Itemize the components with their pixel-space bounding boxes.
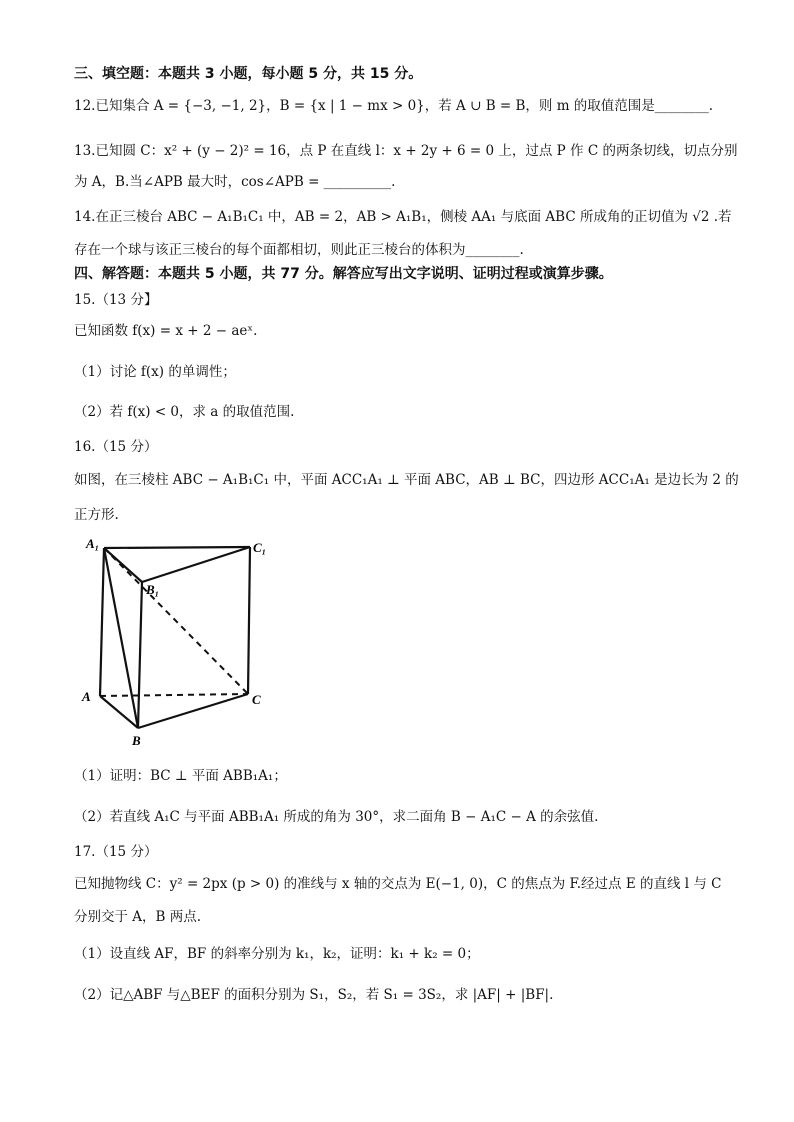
question-17-label: 17.（15 分） — [74, 844, 158, 860]
question-16-stem-line1: 如图，在三棱柱 ABC − A₁B₁C₁ 中，平面 ACC₁A₁ ⊥ 平面 ABC，AB ⊥ BC，四边形 ACC₁A₁ 是边长为 2 的 — [74, 472, 739, 488]
triangular-prism-figure — [72, 534, 272, 749]
label-c: C — [252, 692, 261, 707]
dashed-edge-a-c — [100, 694, 248, 696]
edge-b1-c1 — [142, 547, 250, 582]
edge-a1-c1 — [104, 547, 250, 548]
label-a1: A₁ — [86, 536, 100, 551]
question-14-line1: 14.在正三棱台 ABC − A₁B₁C₁ 中，AB = 2，AB > A₁B₁，侧棱 AA₁ 与底面 ABC 所成角的正切值为 √2 .若 — [74, 209, 732, 225]
edge-a1-a — [100, 548, 104, 696]
edge-c1-c — [248, 547, 250, 694]
question-15-label: 15.（13 分】 — [74, 292, 158, 308]
question-14-line2: 存在一个球与该正三棱台的每个面都相切，则此正三棱台的体积为________. — [74, 242, 524, 258]
edge-b-c — [138, 694, 248, 728]
question-16-part1: （1）证明：BC ⊥ 平面 ABB₁A₁； — [74, 768, 287, 784]
question-15-stem: 已知函数 f(x) = x + 2 − aeˣ. — [74, 323, 258, 339]
question-15-part2: （2）若 f(x) < 0，求 a 的取值范围. — [74, 404, 295, 420]
question-17-stem-line2: 分别交于 A，B 两点. — [74, 909, 202, 925]
edge-b1-b — [138, 582, 142, 728]
question-16-part2: （2）若直线 A₁C 与平面 ABB₁A₁ 所成的角为 30°，求二面角 B − A₁C − A 的余弦值. — [74, 809, 599, 825]
question-17-stem-line1: 已知抛物线 C：y² = 2px (p > 0) 的准线与 x 轴的交点为 E(−1, 0)，C 的焦点为 F.经过点 E 的直线 l 与 C — [74, 876, 722, 892]
question-17-part2: （2）记△ABF 与△BEF 的面积分别为 S₁，S₂，若 S₁ = 3S₂，求 |AF| + |BF|. — [74, 987, 554, 1003]
label-b1: B₁ — [146, 582, 160, 597]
section3-heading: 三、填空题：本题共 3 小题，每小题 5 分，共 15 分。 — [74, 66, 423, 82]
question-13-line2: 为 A，B.当∠APB 最大时，cos∠APB = __________. — [74, 174, 396, 190]
question-15-part1: （1）讨论 f(x) 的单调性； — [74, 364, 236, 380]
section4-heading: 四、解答题：本题共 5 小题，共 77 分。解答应写出文字说明、证明过程或演算步骤。 — [74, 266, 613, 282]
question-16-stem-line2: 正方形. — [74, 507, 119, 523]
question-16-label: 16.（15 分） — [74, 439, 158, 455]
label-c1: C₁ — [253, 540, 267, 555]
label-b: B — [132, 733, 141, 748]
question-13-line1: 13.已知圆 C：x² + (y − 2)² = 16，点 P 在直线 l：x + 2y + 6 = 0 上，过点 P 作 C 的两条切线，切点分别 — [74, 143, 738, 159]
label-a: A — [82, 689, 91, 704]
question-17-part1: （1）设直线 AF，BF 的斜率分别为 k₁，k₂，证明：k₁ + k₂ = 0； — [74, 946, 480, 962]
question-12: 12.已知集合 A = {−3, −1, 2}，B = {x | 1 − mx > 0}，若 A ∪ B = B，则 m 的取值范围是________. — [74, 98, 714, 114]
